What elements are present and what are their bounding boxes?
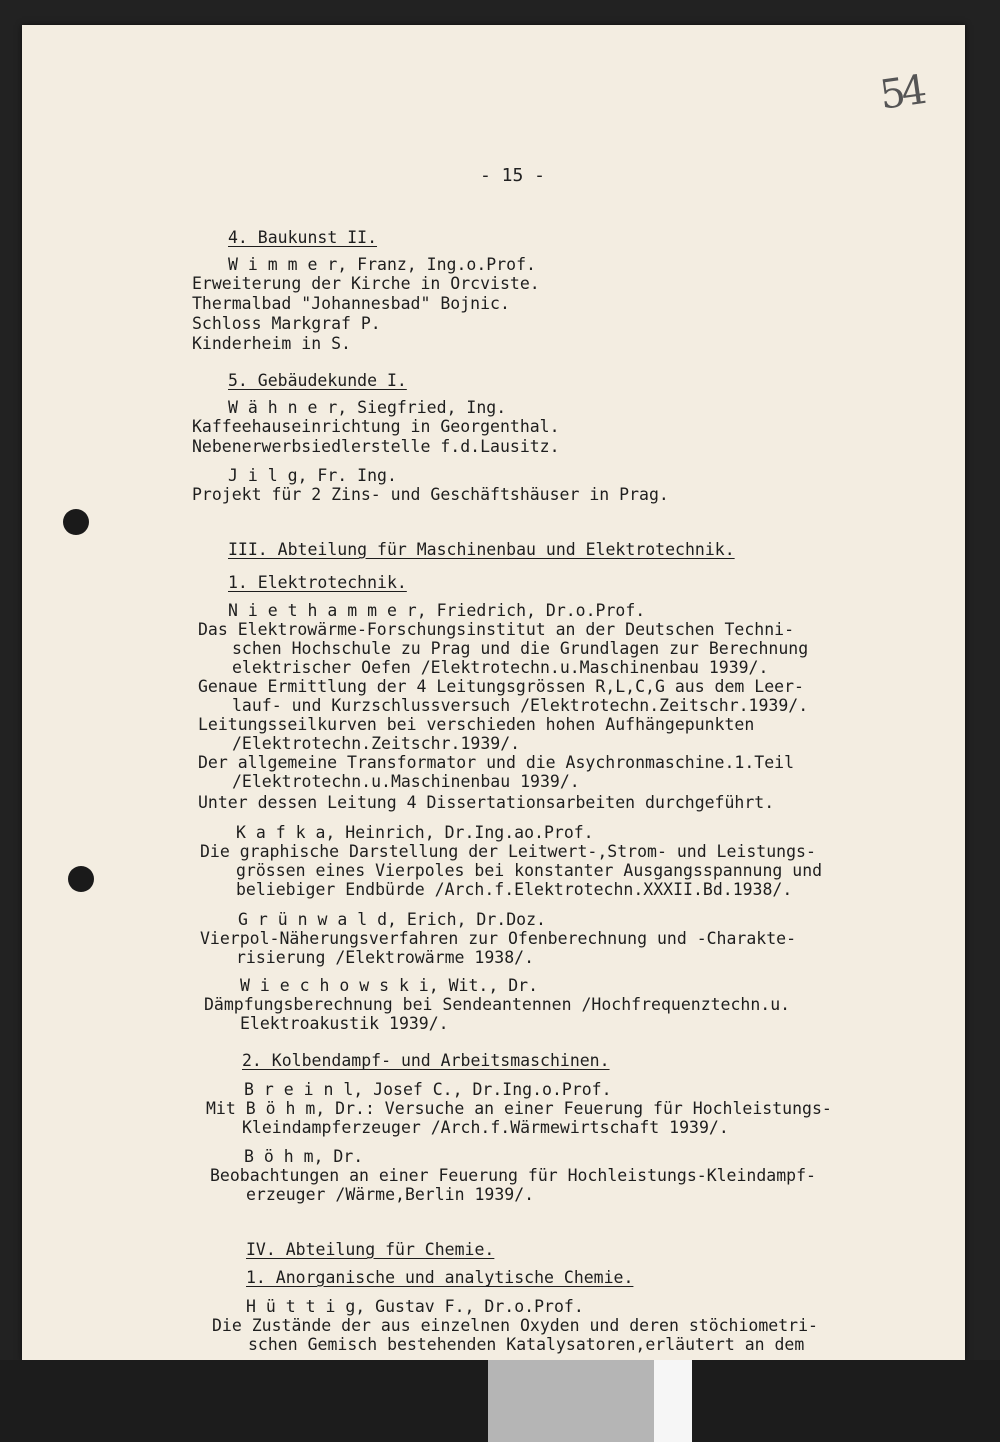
punch-hole-top (63, 509, 89, 535)
text-line: Genaue Ermittlung der 4 Leitungsgrössen R,L,C,G aus dem Leer- (198, 677, 804, 696)
section-heading: III. Abteilung für Maschinenbau und Elektrotechnik. (228, 540, 735, 559)
section-heading: 1. Elektrotechnik. (228, 573, 407, 592)
text-line: Das Elektrowärme-Forschungsinstitut an der Deutschen Techni- (198, 620, 795, 639)
text-line: Kaffeehauseinrichtung in Georgenthal. (192, 417, 560, 436)
section-heading: 4. Baukunst II. (228, 228, 378, 247)
handwritten-folio-mark: 54 (877, 67, 926, 119)
text-line: W ä h n e r, Siegfried, Ing. (228, 398, 507, 417)
text-line: B ö h m, Dr. (244, 1147, 364, 1166)
text-line: risierung /Elektrowärme 1938/. (236, 948, 535, 967)
text-line: erzeuger /Wärme,Berlin 1939/. (246, 1185, 535, 1204)
text-line: Thermalbad "Johannesbad" Bojnic. (192, 294, 510, 313)
text-line: H ü t t i g, Gustav F., Dr.o.Prof. (246, 1297, 584, 1316)
text-line: N i e t h a m m e r, Friedrich, Dr.o.Prof. (228, 601, 646, 620)
text-line: Der allgemeine Transformator und die Asychronmaschine.1.Teil (198, 753, 795, 772)
text-line: schen Gemisch bestehenden Katalysatoren,erläutert an dem (248, 1335, 805, 1354)
scan-gray-patch (488, 1360, 654, 1442)
text-line: Elektroakustik 1939/. (240, 1014, 449, 1033)
text-line: Unter dessen Leitung 4 Dissertationsarbeiten durchgeführt. (198, 793, 775, 812)
text-line: elektrischer Oefen /Elektrotechn.u.Maschinenbau 1939/. (232, 658, 769, 677)
text-line: Vierpol-Näherungsverfahren zur Ofenberechnung und -Charakte- (200, 929, 797, 948)
text-line: grössen eines Vierpoles bei konstanter Ausgangsspannung und (236, 861, 823, 880)
text-line: Schloss Markgraf P. (192, 314, 381, 333)
section-heading: 1. Anorganische und analytische Chemie. (246, 1268, 634, 1287)
text-line: Die Zustände der aus einzelnen Oxyden und deren stöchiometri- (212, 1316, 818, 1335)
text-line: K a f k a, Heinrich, Dr.Ing.ao.Prof. (236, 823, 594, 842)
page-number: - 15 - (480, 165, 546, 186)
text-line: Beobachtungen an einer Feuerung für Hochleistungs-Kleindampf- (210, 1166, 816, 1185)
text-line: Nebenerwerbsiedlerstelle f.d.Lausitz. (192, 437, 560, 456)
text-line: Die graphische Darstellung der Leitwert-,Strom- und Leistungs- (200, 842, 816, 861)
text-line: Mit B ö h m, Dr.: Versuche an einer Feuerung für Hochleistungs- (206, 1099, 832, 1118)
text-line: Leitungsseilkurven bei verschieden hohen Aufhängepunkten (198, 715, 755, 734)
text-line: G r ü n w a l d, Erich, Dr.Doz. (238, 910, 546, 929)
text-line: Erweiterung der Kirche in Orcviste. (192, 274, 540, 293)
text-line: W i m m e r, Franz, Ing.o.Prof. (228, 255, 536, 274)
text-line: Kleindampferzeuger /Arch.f.Wärmewirtschaft 1939/. (242, 1118, 729, 1137)
text-line: schen Hochschule zu Prag und die Grundlagen zur Berechnung (232, 639, 809, 658)
text-line: Dämpfungsberechnung bei Sendeantennen /Hochfrequenztechn.u. (204, 995, 791, 1014)
text-line: beliebiger Endbürde /Arch.f.Elektrotechn.XXXII.Bd.1938/. (236, 880, 793, 899)
text-line: lauf- und Kurzschlussversuch /Elektrotechn.Zeitschr.1939/. (232, 696, 809, 715)
text-line: J i l g, Fr. Ing. (228, 466, 397, 485)
text-line: Projekt für 2 Zins- und Geschäftshäuser in Prag. (192, 485, 669, 504)
text-line: W i e c h o w s k i, Wit., Dr. (240, 976, 539, 995)
text-line: /Elektrotechn.Zeitschr.1939/. (232, 734, 521, 753)
scan-white-patch (654, 1360, 692, 1442)
text-line: B r e i n l, Josef C., Dr.Ing.o.Prof. (244, 1080, 612, 1099)
section-heading: 2. Kolbendampf- und Arbeitsmaschinen. (242, 1051, 610, 1070)
punch-hole-bottom (68, 866, 94, 892)
text-line: /Elektrotechn.u.Maschinenbau 1939/. (232, 772, 580, 791)
text-line: Kinderheim in S. (192, 334, 351, 353)
section-heading: 5. Gebäudekunde I. (228, 371, 407, 390)
section-heading: IV. Abteilung für Chemie. (246, 1240, 495, 1259)
